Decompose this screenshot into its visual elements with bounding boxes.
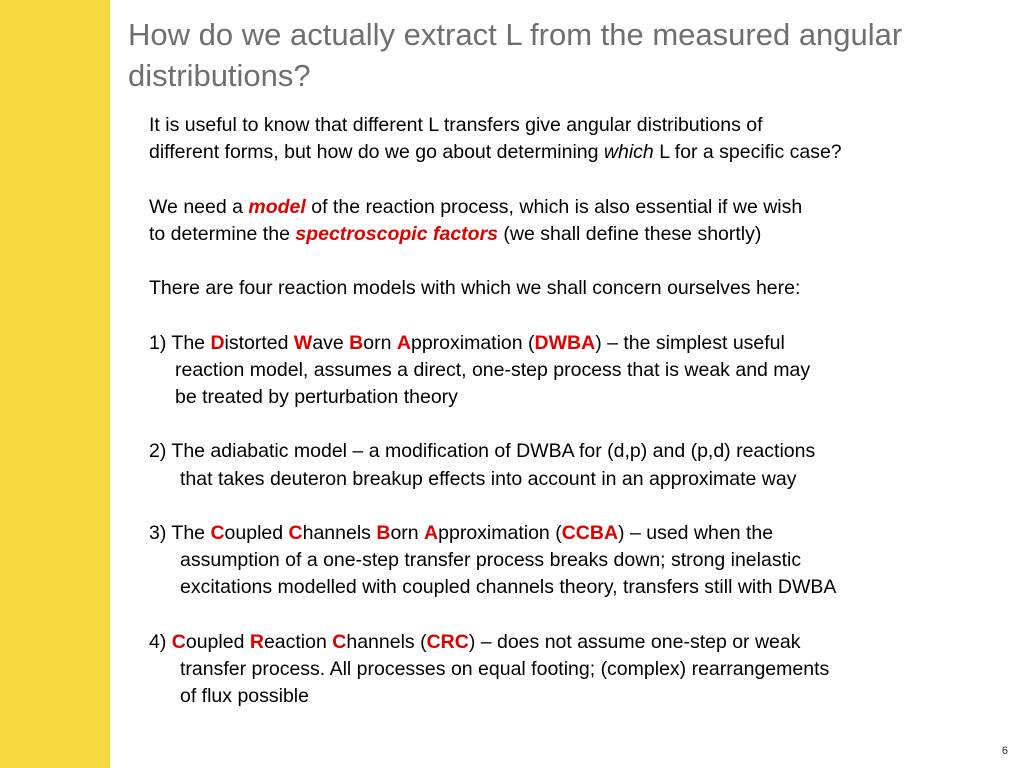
paragraph-four-models: There are four reaction models with which we shall concern ourselves here: <box>149 277 801 300</box>
item-3-line-3: excitations modelled with coupled channels theory, transfers still with DWBA <box>180 576 837 599</box>
word-eaction: eaction <box>263 630 333 653</box>
item-1-number: 1) The <box>149 331 211 354</box>
word-oupled: oupled <box>224 521 289 544</box>
letter-a: A <box>396 331 411 354</box>
intro-which: which <box>603 141 654 164</box>
word-pproximation: pproximation ( <box>410 331 535 354</box>
slide-title: How do we actually extract L from the measured angular distributions? <box>128 17 903 93</box>
item-4-rest: ) – does not assume one-step or weak <box>468 630 801 653</box>
abbr-dwba: DWBA <box>534 331 596 354</box>
item-3-rest: ) – used when the <box>618 521 774 544</box>
word-orn: orn <box>390 521 425 544</box>
word-ave: ave <box>312 331 350 354</box>
abbr-crc: CRC <box>426 630 469 653</box>
slide-body <box>149 112 989 738</box>
model-text-b: of the reaction process, which is also essential if we wish <box>305 195 803 218</box>
item-4-number: 4) <box>149 630 172 653</box>
item-1-line-3: be treated by perturbation theory <box>175 385 458 408</box>
intro-line-2b: L for a specific case? <box>653 141 842 164</box>
paragraph-intro <box>149 112 989 166</box>
letter-d: D <box>210 331 225 354</box>
page-number: 6 <box>1001 745 1008 757</box>
word-istorted: istorted <box>224 331 294 354</box>
letter-b: B <box>349 331 364 354</box>
intro-line-2a: different forms, but how do we go about determining <box>149 141 604 164</box>
spectroscopic-factors-emphasis: spectroscopic factors <box>295 222 498 245</box>
list-item-ccba <box>149 520 989 602</box>
word-oupled: oupled <box>185 630 250 653</box>
list-item-adiabatic <box>149 438 989 492</box>
item-4-line-2: transfer process. All processes on equal footing; (complex) rearrangements <box>180 657 830 680</box>
item-4-line-3: of flux possible <box>180 685 309 708</box>
left-accent-bar <box>0 0 110 768</box>
item-2-line-2: that takes deuteron breakup effects into account in an approximate way <box>180 467 797 490</box>
item-2-line-1: 2) The adiabatic model – a modification of DWBA for (d,p) and (p,d) reactions <box>149 440 816 463</box>
item-3-line-2: assumption of a one-step transfer process breaks down; strong inelastic <box>180 549 802 572</box>
item-3-number: 3) The <box>149 521 211 544</box>
item-1-line-2: reaction model, assumes a direct, one-step process that is weak and may <box>175 358 811 381</box>
item-1-rest: ) – the simplest useful <box>595 331 785 354</box>
word-orn: orn <box>363 331 397 354</box>
intro-line-1: It is useful to know that different L transfers give angular distributions of <box>149 114 763 136</box>
letter-c: C <box>171 630 186 653</box>
model-text-c: to determine the <box>149 222 296 245</box>
abbr-ccba: CCBA <box>561 521 619 544</box>
letter-c-2: C <box>288 521 303 544</box>
word-hannels: hannels ( <box>346 630 427 653</box>
letter-w: W <box>293 331 313 354</box>
list-item-dwba <box>149 330 989 412</box>
letter-b: B <box>376 521 391 544</box>
letter-c: C <box>210 521 225 544</box>
letter-r: R <box>249 630 264 653</box>
letter-c-2: C <box>332 630 347 653</box>
model-text-d: (we shall define these shortly) <box>498 222 762 245</box>
paragraph-model <box>149 194 989 248</box>
word-hannels: hannels <box>302 521 377 544</box>
model-text-a: We need a <box>149 195 249 218</box>
letter-a: A <box>424 521 439 544</box>
word-pproximation: pproximation ( <box>438 521 562 544</box>
list-item-crc <box>149 629 989 711</box>
model-emphasis: model <box>248 195 306 218</box>
